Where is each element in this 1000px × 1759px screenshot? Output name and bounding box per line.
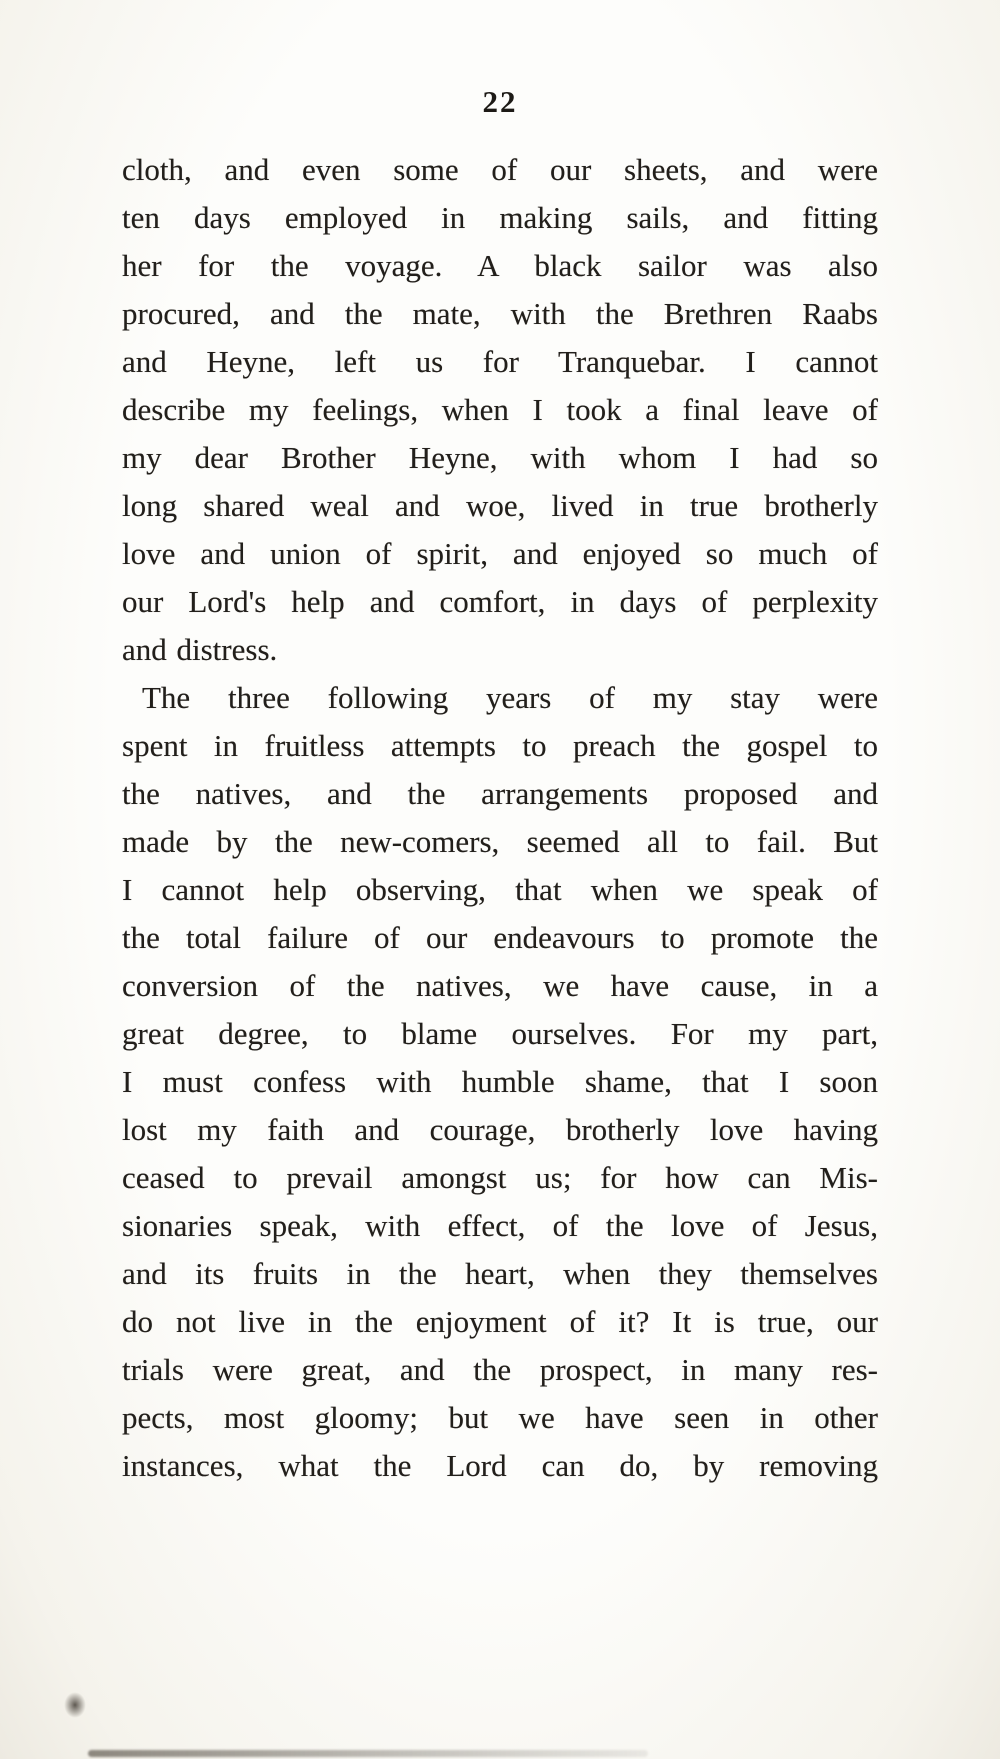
text-line: ten days employed in making sails, and fitting [122,200,878,235]
text-line: her for the voyage. A black sailor was also [122,248,878,283]
text-line: conversion of the natives, we have cause, in a [122,968,878,1003]
text-line: instances, what the Lord can do, by removing [122,1448,878,1483]
scan-edge-shadow [88,1750,648,1757]
text-line: do not live in the enjoyment of it? It is true, our [122,1304,878,1339]
paragraph-1 [122,146,878,674]
text-line: I cannot help observing, that when we speak of [122,872,878,907]
text-line: great degree, to blame ourselves. For my part, [122,1016,878,1051]
text-line: The three following years of my stay were [142,680,878,715]
text-line: and Heyne, left us for Tranquebar. I cannot [122,344,878,379]
text-line: pects, most gloomy; but we have seen in other [122,1400,878,1435]
text-line: lost my faith and courage, brotherly love having [122,1112,878,1147]
text-line: and its fruits in the heart, when they themselves [122,1256,878,1291]
text-line: describe my feelings, when I took a final leave of [122,392,878,427]
page-number: 22 [482,84,518,119]
paragraph-2 [122,674,878,1490]
text-line: my dear Brother Heyne, with whom I had so [122,440,878,475]
scan-smudge [64,1692,86,1718]
text-line: made by the new-comers, seemed all to fail. But [122,824,878,859]
text-line: I must confess with humble shame, that I soon [122,1064,878,1099]
text-line: the total failure of our endeavours to promote the [122,920,878,955]
text-line: procured, and the mate, with the Brethren Raabs [122,296,878,331]
text-line: love and union of spirit, and enjoyed so much of [122,536,878,571]
text-line: ceased to prevail amongst us; for how can Mis- [122,1160,878,1195]
text-line: sionaries speak, with effect, of the love of Jesus, [122,1208,878,1243]
text-line: cloth, and even some of our sheets, and were [122,152,878,187]
text-line: the natives, and the arrangements proposed and [122,776,878,811]
text-line: long shared weal and woe, lived in true brotherly [122,488,878,523]
text-line: our Lord's help and comfort, in days of perplexity [122,584,878,619]
text-line: trials were great, and the prospect, in many res- [122,1352,878,1387]
page-text [122,146,878,1490]
text-line: spent in fruitless attempts to preach the gospel to [122,728,878,763]
text-line: and distress. [122,632,278,667]
